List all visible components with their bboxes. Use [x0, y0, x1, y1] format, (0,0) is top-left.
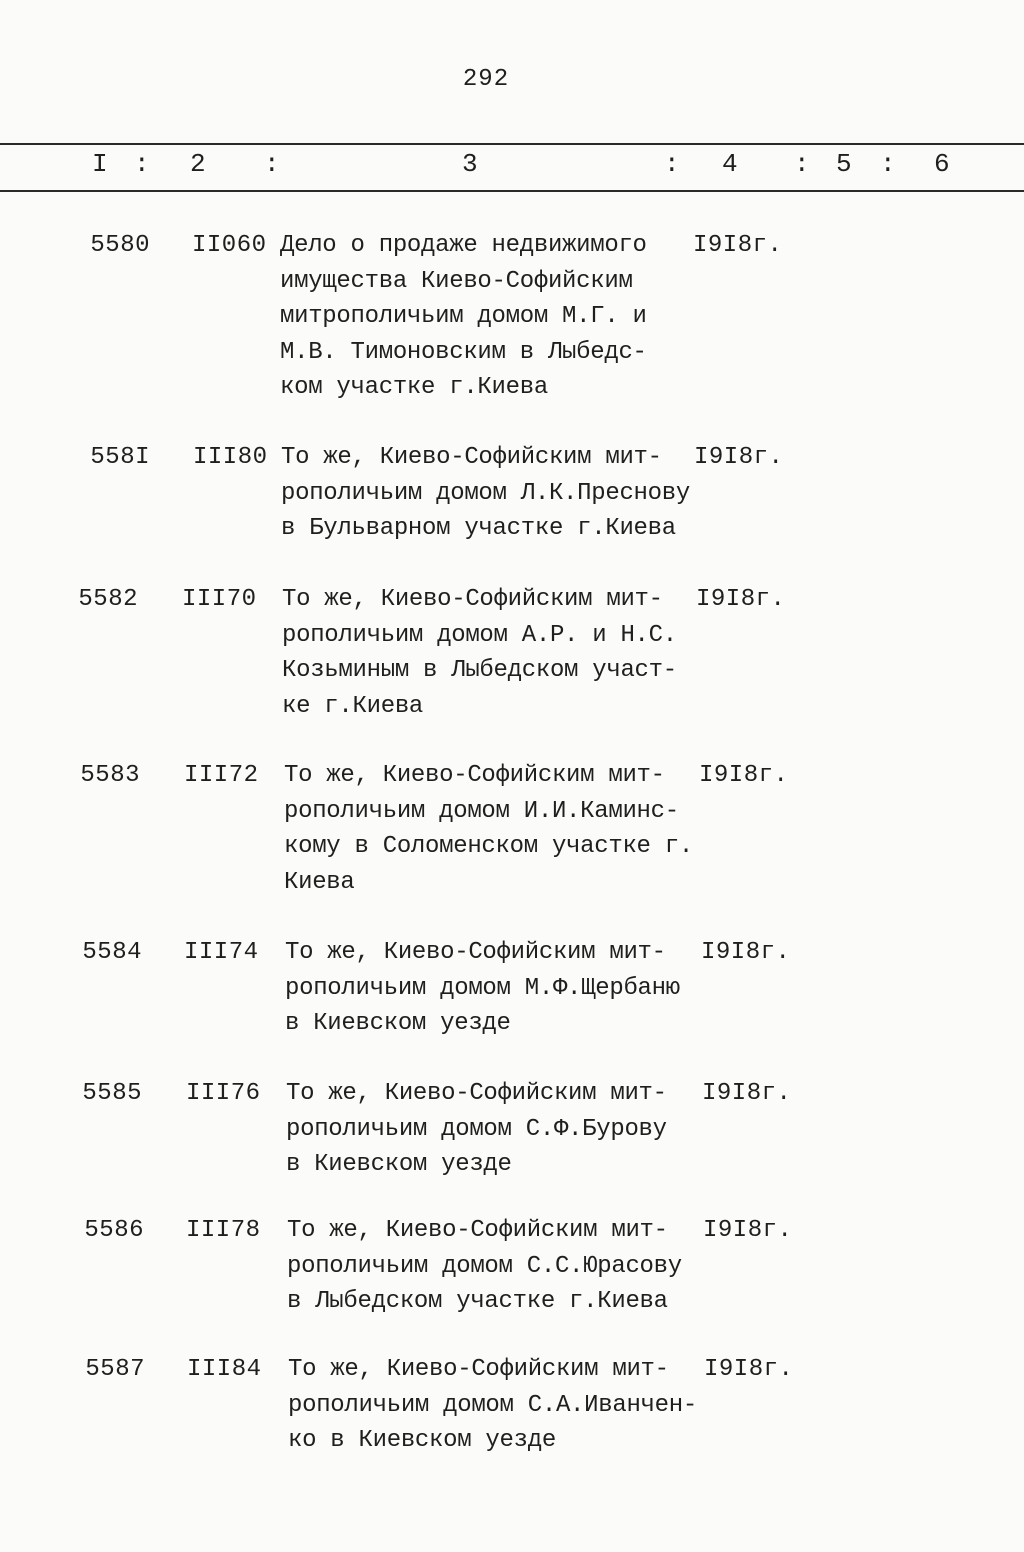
- entry-description: То же, Киево-Софийским мит- рополичьим домом Л.К.Преснову в Бульварном участке г.Киева: [281, 444, 690, 542]
- entry-description: То же, Киево-Софийским мит- рополичьим домом С.С.Юрасову в Лыбедском участке г.Киева: [287, 1217, 682, 1315]
- header-rule-top: [0, 143, 1024, 145]
- entry-number: 5586: [84, 1217, 144, 1244]
- entry-number: 5580: [90, 232, 150, 259]
- entry-year: I9I8г.: [704, 1356, 794, 1383]
- entry-number: 5587: [85, 1356, 145, 1383]
- page-number: 292: [462, 66, 510, 93]
- entry-description: То же, Киево-Софийским мит- рополичьим домом С.Ф.Бурову в Киевском уезде: [286, 1080, 667, 1178]
- entry-code: III78: [186, 1217, 261, 1244]
- entry-number: 5582: [78, 586, 138, 613]
- entry-year: I9I8г.: [701, 939, 791, 966]
- entry-code: III74: [184, 939, 259, 966]
- column-header-4: 4: [722, 149, 738, 179]
- entry-description: Дело о продаже недвижимого имущества Киево-Софийским митрополичьим домом М.Г. и М.В. Тимоновским в Лыбедс- ком участке г.Киева: [280, 232, 647, 401]
- entry-number: 558I: [90, 444, 150, 471]
- entry-code: III84: [187, 1356, 262, 1383]
- entry-code: III76: [186, 1080, 261, 1107]
- entry-year: I9I8г.: [699, 762, 789, 789]
- column-separator: :: [264, 149, 280, 179]
- column-separator: :: [794, 149, 810, 179]
- header-rule-bottom: [0, 190, 1024, 192]
- entry-year: I9I8г.: [703, 1217, 793, 1244]
- entry-code: III80: [193, 444, 268, 471]
- column-separator: :: [664, 149, 680, 179]
- entry-code: III72: [184, 762, 259, 789]
- entry-code: III70: [182, 586, 257, 613]
- entry-description: То же, Киево-Софийским мит- рополичьим домом И.И.Каминс- кому в Соломенском участке г. Киева: [284, 762, 693, 896]
- entry-description: То же, Киево-Софийским мит- рополичьим домом С.А.Иванчен- ко в Киевском уезде: [288, 1356, 697, 1454]
- column-header-6: 6: [934, 149, 950, 179]
- entry-year: I9I8г.: [693, 232, 783, 259]
- column-header-3: 3: [462, 149, 478, 179]
- entry-number: 5585: [82, 1080, 142, 1107]
- entry-year: I9I8г.: [696, 586, 786, 613]
- entry-year: I9I8г.: [694, 444, 784, 471]
- column-header-2: 2: [190, 149, 206, 179]
- entry-code: II060: [192, 232, 267, 259]
- entry-number: 5584: [82, 939, 142, 966]
- entry-description: То же, Киево-Софийским мит- рополичьим домом М.Ф.Щербаню в Киевском уезде: [285, 939, 680, 1037]
- entry-year: I9I8г.: [702, 1080, 792, 1107]
- column-header-1: I: [92, 149, 108, 179]
- column-separator: :: [134, 149, 150, 179]
- column-header-5: 5: [836, 149, 852, 179]
- entry-description: То же, Киево-Софийским мит- рополичьим домом А.Р. и Н.С. Козьминым в Лыбедском участ- ке г.Киева: [282, 586, 677, 720]
- entry-number: 5583: [80, 762, 140, 789]
- column-separator: :: [880, 149, 896, 179]
